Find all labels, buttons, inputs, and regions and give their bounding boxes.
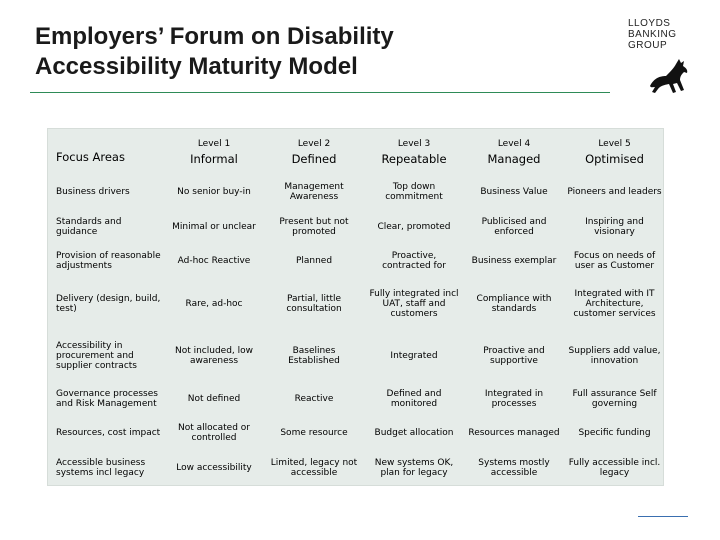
table-cell: Present but not promoted (279, 216, 349, 237)
black-horse-icon (646, 56, 694, 96)
table-cell: Not allocated or controlled (178, 423, 250, 444)
table-cell: Not defined (187, 393, 241, 404)
maturity-table-container (47, 128, 664, 486)
focus-area-cell: Standards and guidance (56, 216, 122, 237)
table-row (48, 451, 665, 486)
table-cell: Proactive, contracted for (382, 251, 446, 272)
focus-area-cell: Accessibility in procurement and supplier contracts (56, 340, 137, 371)
lloyds-banking-group-logo (628, 18, 698, 98)
table-cell: Business exemplar (471, 256, 557, 267)
level-number: Level 1 (197, 138, 231, 149)
focus-area-cell: Resources, cost impact (56, 428, 161, 439)
focus-areas-header: Focus Areas (56, 150, 125, 164)
table-cell: Integrated in processes (484, 388, 544, 409)
focus-area-cell: Business drivers (56, 187, 130, 198)
level-name: Informal (190, 151, 238, 166)
footer-line (638, 516, 688, 517)
table-header-row (48, 129, 665, 175)
table-cell: Systems mostly accessible (478, 457, 550, 478)
table-cell: Inspiring and visionary (585, 216, 644, 237)
level-header (164, 129, 264, 175)
table-row (48, 330, 665, 382)
table-row (48, 382, 665, 416)
table-cell: Budget allocation (374, 428, 454, 439)
table-cell: New systems OK, plan for legacy (374, 457, 454, 478)
table-cell: Planned (295, 256, 333, 267)
table-cell: Proactive and supportive (483, 345, 545, 366)
table-cell: Business Value (480, 187, 548, 198)
table-cell: Ad-hoc Reactive (177, 256, 251, 267)
level-number: Level 4 (497, 138, 531, 149)
table-cell: Integrated with IT Architecture, customer services (573, 289, 656, 320)
table-row (48, 175, 665, 209)
title-line-1: Employers’ Forum on Disability (35, 23, 394, 50)
level-number: Level 2 (297, 138, 331, 149)
table-cell: Fully accessible incl. legacy (568, 457, 661, 478)
table-cell: Management Awareness (284, 182, 344, 203)
level-name: Managed (487, 151, 541, 166)
level-header (364, 129, 464, 175)
table-row (48, 209, 665, 243)
page-title (35, 22, 394, 82)
table-cell: Clear, promoted (377, 221, 451, 232)
table-cell: Full assurance Self governing (572, 388, 657, 409)
level-number: Level 3 (397, 138, 431, 149)
table-cell: Pioneers and leaders (567, 187, 662, 198)
table-cell: Fully integrated incl UAT, staff and customers (369, 289, 459, 320)
table-cell: Low accessibility (176, 462, 252, 473)
table-cell: Specific funding (578, 428, 651, 439)
level-header (264, 129, 364, 175)
table-row (48, 244, 665, 278)
table-cell: Focus on needs of user as Customer (573, 251, 656, 272)
table-cell: Minimal or unclear (172, 221, 256, 232)
level-name: Repeatable (381, 151, 447, 166)
focus-area-cell: Accessible business systems incl legacy (56, 457, 146, 478)
table-row (48, 416, 665, 450)
level-header (464, 129, 564, 175)
table-cell: Integrated (390, 350, 438, 361)
level-header (564, 129, 665, 175)
table-cell: Limited, legacy not accessible (270, 457, 358, 478)
table-row (48, 278, 665, 330)
title-line-2: Accessibility Maturity Model (35, 53, 358, 80)
table-cell: Resources managed (468, 428, 560, 439)
table-cell: Compliance with standards (476, 294, 552, 315)
table-cell: Reactive (294, 393, 334, 404)
focus-area-cell: Governance processes and Risk Management (56, 388, 158, 409)
logo-line-1: LLOYDS (628, 18, 671, 29)
level-name: Defined (291, 151, 337, 166)
maturity-model-table (48, 129, 665, 485)
table-cell: Top down commitment (385, 182, 443, 203)
table-cell: Not included, low awareness (174, 345, 254, 366)
table-cell: Suppliers add value, innovation (568, 345, 661, 366)
table-cell: Publicised and enforced (481, 216, 547, 237)
focus-area-cell: Provision of reasonable adjustments (56, 251, 161, 272)
table-cell: Rare, ad-hoc (185, 299, 243, 310)
table-cell: Defined and monitored (386, 388, 442, 409)
level-name: Optimised (585, 151, 644, 166)
table-cell: Baselines Established (288, 345, 340, 366)
level-number: Level 5 (598, 138, 631, 149)
logo-text (628, 18, 698, 51)
title-divider (30, 92, 610, 93)
table-cell: Partial, little consultation (286, 294, 342, 315)
logo-line-2: BANKING (628, 29, 677, 40)
logo-line-3: GROUP (628, 40, 668, 51)
focus-area-cell: Delivery (design, build, test) (56, 294, 161, 315)
table-cell: No senior buy-in (177, 187, 251, 198)
table-cell: Some resource (280, 428, 348, 439)
